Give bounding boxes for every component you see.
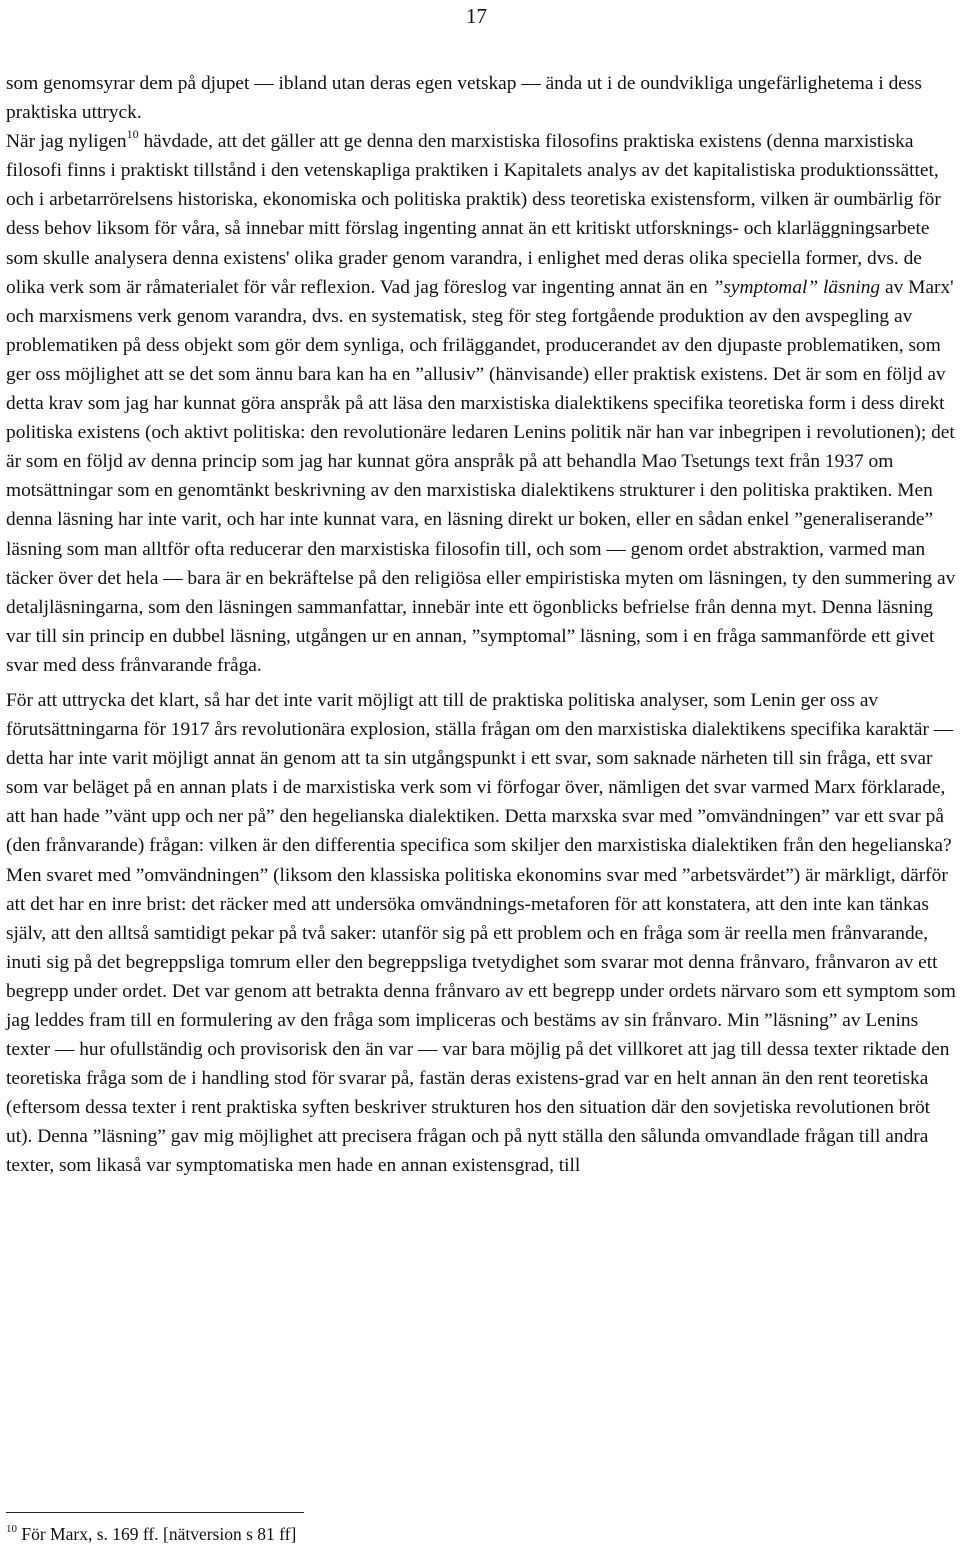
footnote-reference: 10	[126, 126, 139, 141]
paragraph-1-start: När jag nyligen	[6, 131, 127, 153]
emphasis-symptomal: ”symptomal” läsning	[712, 276, 881, 298]
page-number: 17	[466, 4, 487, 28]
body-text	[6, 69, 956, 1181]
footnote-divider	[6, 1512, 304, 1513]
footnote-mark: 10	[6, 1523, 17, 1536]
paragraph-1-opening: som genomsyrar dem på djupet — ibland utan deras egen vetskap — ända ut i de oundvikliga ungefärlighetema i dess praktiska uttryck.	[6, 73, 922, 124]
paragraph-1-text: hävdade, att det gäller att ge denna den marxistiska filosofins praktiska existens (denna marxistiska filosofi finns i praktiskt tillstånd i den vetenskapliga praktiken i Kapitalets analys av det kapitalistiska produktionssättet, och i arbetarrörelsens historiska, ekonomiska och politiska praktik) dess teoretiska existensform, vilken är oumbärlig för dess behov liksom för våra, så innebar mitt förslag ingenting annat än ett kritiskt utforsknings- och klarläggningsarbete som skulle analysera denna existens' olika grader genom varandra, i enlighet med deras olika speciella former, dvs. de olika verk som är råmaterialet för vår reflexion. Vad jag föreslog var ingenting annat än en	[6, 131, 941, 298]
paragraph-1-continuation: av Marx' och marxismens verk genom varandra, dvs. en systematisk, steg för steg fortgående produktion av den avspegling av problematiken på dess objekt som gör dem synliga, och friläggandet, producerandet av den djupaste problematiken, som ger oss möjlighet att se det som ännu bara kan ha en ”allusiv” (hänvisande) eller praktisk existens. Det är som en följd av detta krav som jag har kunnat göra anspråk på att läsa den marxistiska dialektikens specifika teoretiska form i dess direkt politiska existens (och aktivt politiska: den revolutionäre ledaren Lenins politik när han var inbegripen i revolutionen); det är som en följd av denna princip som jag har kunnat göra anspråk på att behandla Mao Tsetungs text från 1937 om motsättningar som en genomtänkt beskrivning av den marxistiska dialektikens strukturer i den politiska praktiken. Men denna läsning har inte varit, och har inte kunnat vara, en läsning direkt ur boken, eller en sådan enkel ”generaliserande” läsning som man alltför ofta reducerar den marxistiska filosofin till, och som — genom ordet abstraktion, varmed man täcker över det hela — bara är en bekräftelse på den religiösa eller empiristiska myten om läsningen, ty den summering av detaljläsningarna, som den läsningen sammanfattar, innebär inte ett ögonblicks befrielse från denna myt. Denna läsning var till sin princip en dubbel läsning, utgången ur en annan, ”symptomal” läsning, som i en fråga sammanförde ett givet svar med dess frånvarande fråga.	[6, 276, 956, 676]
footnote	[6, 1523, 296, 1545]
paragraph-1	[6, 69, 956, 680]
footnote-text: För Marx, s. 169 ff. [nätversion s 81 ff]	[17, 1524, 297, 1544]
paragraph-2: För att uttrycka det klart, så har det inte varit möjligt att till de praktiska politiska analyser, som Lenin ger oss av förutsättningarna för 1917 års revolutionära explosion, ställa frågan om den marxistiska dialektikens specifika karaktär — detta har inte varit möjligt annat än genom att ta sin utgångspunkt i ett svar, som saknade närheten till sin fråga, ett svar som var beläget på en annan plats i de marxistiska verk som vi förfogar över, nämligen det svar varmed Marx förklarade, att han hade ”vänt upp och ner på” den hegelianska dialektiken. Detta marxska svar med ”omvändningen” var ett svar på (den frånvarande) frågan: vilken är den differentia specifica som skiljer den marxistiska dialektiken från den hegelianska? Men svaret med ”omvändningen” (liksom den klassiska politiska ekonomins svar med ”arbetsvärdet”) är märkligt, därför att det har en inre brist: det räcker med att undersöka omvändnings-metaforen för att konstatera, att den inte kan tänkas själv, att den alltså samtidigt pekar på två saker: utanför sig på ett problem och en fråga som är reella men frånvarande, inuti sig på det begreppsliga tomrum eller den begreppsliga tvetydighet som svarar mot denna frånvaro, frånvaron av ett begrepp under ordet. Det var genom att betrakta denna frånvaro av ett begrepp under ordets närvaro som ett symptom som jag leddes fram till en formulering av den fråga som impliceras och bestäms av sin frånvaro. Min ”läsning” av Lenins texter — hur ofullständig och provisorisk den än var — var bara möjlig på det villkoret att jag till dessa texter riktade den teoretiska fråga som de i handling stod för svarar på, fastän deras existens-grad var en helt annan än den rent teoretiska (eftersom dessa texter i rent praktiska syften beskriver strukturen hos den situation där den sovjetiska revolutionen bröt ut). Denna ”läsning” gav mig möjlighet att precisera frågan och på nytt ställa den sålunda omvandlade frågan till andra texter, som likaså var symptomatiska men hade en annan existensgrad, till	[6, 689, 956, 1177]
